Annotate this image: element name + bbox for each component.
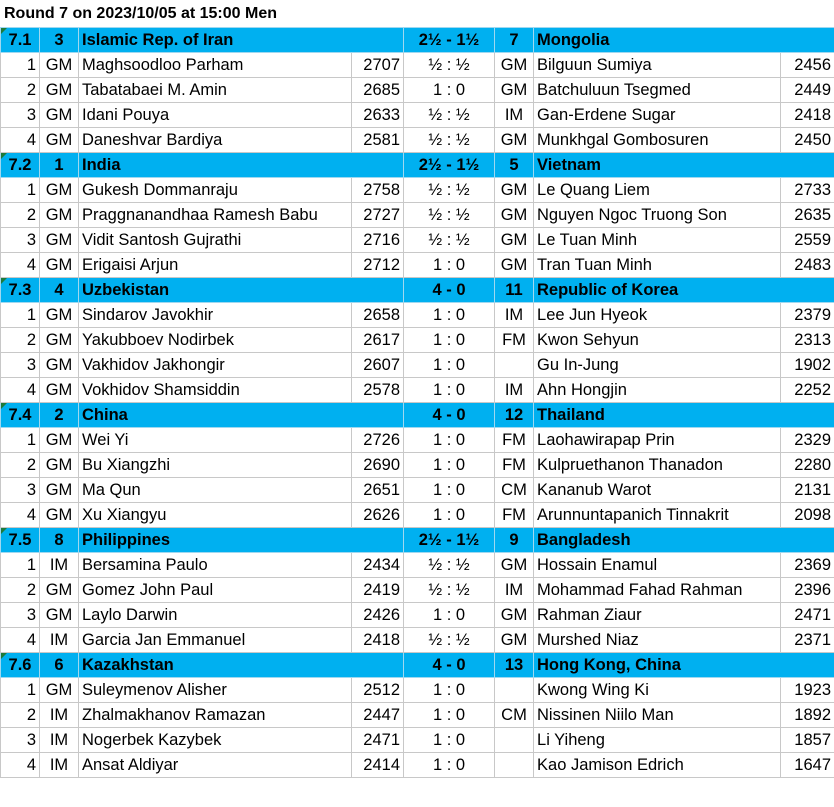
- home-player-cell: Ma Qun: [79, 478, 352, 503]
- home-title-cell: GM: [40, 428, 79, 453]
- away-rating-cell: 2379: [781, 303, 834, 328]
- home-rating-cell: 2471: [352, 728, 404, 753]
- away-player-cell: Kao Jamison Edrich: [534, 753, 781, 778]
- board-row: [1, 378, 834, 403]
- match-header-row: [1, 278, 834, 303]
- board-number-cell: 3: [1, 603, 40, 628]
- away-title-cell: FM: [495, 328, 534, 353]
- home-player-cell: Praggnanandhaa Ramesh Babu: [79, 203, 352, 228]
- away-title-cell: FM: [495, 503, 534, 528]
- away-title-cell: IM: [495, 578, 534, 603]
- home-seed-cell: 1: [40, 153, 79, 178]
- home-player-cell: Laylo Darwin: [79, 603, 352, 628]
- home-player-cell: Erigaisi Arjun: [79, 253, 352, 278]
- home-title-cell: GM: [40, 678, 79, 703]
- board-number-cell: 2: [1, 578, 40, 603]
- board-row: [1, 478, 834, 503]
- home-title-cell: GM: [40, 128, 79, 153]
- board-number-cell: 1: [1, 678, 40, 703]
- board-row: [1, 503, 834, 528]
- away-player-cell: Kwong Wing Ki: [534, 678, 781, 703]
- match-score-cell: 2½ - 1½: [404, 153, 495, 178]
- home-rating-cell: 2414: [352, 753, 404, 778]
- away-title-cell: [495, 728, 534, 753]
- home-rating-cell: 2434: [352, 553, 404, 578]
- home-rating-cell: 2617: [352, 328, 404, 353]
- away-player-cell: Li Yiheng: [534, 728, 781, 753]
- board-result-cell: ½ : ½: [404, 128, 495, 153]
- pairings-table: [0, 27, 834, 778]
- away-title-cell: FM: [495, 453, 534, 478]
- away-title-cell: GM: [495, 78, 534, 103]
- away-title-cell: CM: [495, 703, 534, 728]
- away-title-cell: [495, 353, 534, 378]
- away-title-cell: GM: [495, 203, 534, 228]
- board-result-cell: ½ : ½: [404, 178, 495, 203]
- board-row: [1, 53, 834, 78]
- home-player-cell: Suleymenov Alisher: [79, 678, 352, 703]
- away-title-cell: IM: [495, 378, 534, 403]
- away-player-cell: Lee Jun Hyeok: [534, 303, 781, 328]
- home-seed-cell: 8: [40, 528, 79, 553]
- board-result-cell: ½ : ½: [404, 53, 495, 78]
- board-row: [1, 303, 834, 328]
- away-player-cell: Laohawirapap Prin: [534, 428, 781, 453]
- home-rating-cell: 2685: [352, 78, 404, 103]
- away-team-cell: Hong Kong, China: [534, 653, 834, 678]
- match-header-row: [1, 28, 834, 53]
- away-title-cell: GM: [495, 53, 534, 78]
- away-title-cell: GM: [495, 603, 534, 628]
- home-player-cell: Sindarov Javokhir: [79, 303, 352, 328]
- away-player-cell: Bilguun Sumiya: [534, 53, 781, 78]
- board-number-cell: 1: [1, 428, 40, 453]
- home-rating-cell: 2607: [352, 353, 404, 378]
- away-rating-cell: 2280: [781, 453, 834, 478]
- board-result-cell: 1 : 0: [404, 678, 495, 703]
- board-result-cell: 1 : 0: [404, 78, 495, 103]
- board-row: [1, 328, 834, 353]
- home-title-cell: GM: [40, 103, 79, 128]
- home-rating-cell: 2716: [352, 228, 404, 253]
- away-rating-cell: 2635: [781, 203, 834, 228]
- board-row: [1, 703, 834, 728]
- board-result-cell: 1 : 0: [404, 253, 495, 278]
- home-team-cell: Uzbekistan: [79, 278, 404, 303]
- away-seed-cell: 12: [495, 403, 534, 428]
- home-title-cell: GM: [40, 478, 79, 503]
- board-number-cell: 3: [1, 103, 40, 128]
- board-number-cell: 2: [1, 453, 40, 478]
- board-row: [1, 203, 834, 228]
- home-player-cell: Vakhidov Jakhongir: [79, 353, 352, 378]
- home-player-cell: Vidit Santosh Gujrathi: [79, 228, 352, 253]
- home-player-cell: Daneshvar Bardiya: [79, 128, 352, 153]
- home-rating-cell: 2418: [352, 628, 404, 653]
- away-player-cell: Nguyen Ngoc Truong Son: [534, 203, 781, 228]
- away-rating-cell: 2098: [781, 503, 834, 528]
- away-player-cell: Kulpruethanon Thanadon: [534, 453, 781, 478]
- home-seed-cell: 3: [40, 28, 79, 53]
- away-rating-cell: 2313: [781, 328, 834, 353]
- board-result-cell: 1 : 0: [404, 428, 495, 453]
- home-rating-cell: 2626: [352, 503, 404, 528]
- home-title-cell: GM: [40, 78, 79, 103]
- home-title-cell: GM: [40, 578, 79, 603]
- away-player-cell: Hossain Enamul: [534, 553, 781, 578]
- away-team-cell: Vietnam: [534, 153, 834, 178]
- home-player-cell: Idani Pouya: [79, 103, 352, 128]
- home-player-cell: Bu Xiangzhi: [79, 453, 352, 478]
- home-rating-cell: 2512: [352, 678, 404, 703]
- home-title-cell: IM: [40, 628, 79, 653]
- away-title-cell: GM: [495, 128, 534, 153]
- board-result-cell: ½ : ½: [404, 203, 495, 228]
- away-seed-cell: 11: [495, 278, 534, 303]
- home-rating-cell: 2690: [352, 453, 404, 478]
- away-team-cell: Mongolia: [534, 28, 834, 53]
- home-title-cell: GM: [40, 378, 79, 403]
- away-rating-cell: 2418: [781, 103, 834, 128]
- home-player-cell: Garcia Jan Emmanuel: [79, 628, 352, 653]
- board-number-cell: 4: [1, 753, 40, 778]
- home-rating-cell: 2633: [352, 103, 404, 128]
- away-player-cell: Arunnuntapanich Tinnakrit: [534, 503, 781, 528]
- board-result-cell: 1 : 0: [404, 353, 495, 378]
- board-number-cell: 2: [1, 703, 40, 728]
- away-rating-cell: 2252: [781, 378, 834, 403]
- home-rating-cell: 2419: [352, 578, 404, 603]
- away-rating-cell: 2471: [781, 603, 834, 628]
- away-rating-cell: 1857: [781, 728, 834, 753]
- home-team-cell: India: [79, 153, 404, 178]
- home-title-cell: IM: [40, 753, 79, 778]
- board-row: [1, 128, 834, 153]
- board-result-cell: 1 : 0: [404, 378, 495, 403]
- away-player-cell: Batchuluun Tsegmed: [534, 78, 781, 103]
- home-rating-cell: 2727: [352, 203, 404, 228]
- match-score-cell: 2½ - 1½: [404, 528, 495, 553]
- away-rating-cell: 2449: [781, 78, 834, 103]
- home-player-cell: Gomez John Paul: [79, 578, 352, 603]
- home-seed-cell: 6: [40, 653, 79, 678]
- home-title-cell: GM: [40, 503, 79, 528]
- match-score-cell: 2½ - 1½: [404, 28, 495, 53]
- away-player-cell: Tran Tuan Minh: [534, 253, 781, 278]
- board-result-cell: ½ : ½: [404, 628, 495, 653]
- away-title-cell: GM: [495, 228, 534, 253]
- away-rating-cell: 2131: [781, 478, 834, 503]
- home-team-cell: China: [79, 403, 404, 428]
- away-player-cell: Kananub Warot: [534, 478, 781, 503]
- away-title-cell: GM: [495, 628, 534, 653]
- away-player-cell: Murshed Niaz: [534, 628, 781, 653]
- home-title-cell: GM: [40, 203, 79, 228]
- board-number-cell: 3: [1, 228, 40, 253]
- match-header-row: [1, 153, 834, 178]
- away-seed-cell: 7: [495, 28, 534, 53]
- board-result-cell: 1 : 0: [404, 328, 495, 353]
- home-rating-cell: 2658: [352, 303, 404, 328]
- match-header-row: [1, 528, 834, 553]
- board-number-cell: 2: [1, 78, 40, 103]
- home-title-cell: GM: [40, 453, 79, 478]
- away-rating-cell: 1902: [781, 353, 834, 378]
- away-rating-cell: 2369: [781, 553, 834, 578]
- board-number-cell: 3: [1, 728, 40, 753]
- board-row: [1, 753, 834, 778]
- board-row: [1, 353, 834, 378]
- board-result-cell: ½ : ½: [404, 103, 495, 128]
- home-rating-cell: 2581: [352, 128, 404, 153]
- home-player-cell: Yakubboev Nodirbek: [79, 328, 352, 353]
- away-title-cell: [495, 678, 534, 703]
- board-row: [1, 178, 834, 203]
- board-result-cell: 1 : 0: [404, 728, 495, 753]
- away-rating-cell: 1892: [781, 703, 834, 728]
- home-player-cell: Nogerbek Kazybek: [79, 728, 352, 753]
- home-title-cell: GM: [40, 178, 79, 203]
- board-row: [1, 603, 834, 628]
- home-player-cell: Zhalmakhanov Ramazan: [79, 703, 352, 728]
- home-player-cell: Tabatabaei M. Amin: [79, 78, 352, 103]
- match-id-cell: 7.5: [1, 528, 40, 553]
- away-title-cell: GM: [495, 178, 534, 203]
- home-title-cell: GM: [40, 353, 79, 378]
- board-number-cell: 4: [1, 253, 40, 278]
- home-team-cell: Kazakhstan: [79, 653, 404, 678]
- board-result-cell: 1 : 0: [404, 703, 495, 728]
- board-number-cell: 1: [1, 53, 40, 78]
- match-header-row: [1, 403, 834, 428]
- board-row: [1, 428, 834, 453]
- away-player-cell: Ahn Hongjin: [534, 378, 781, 403]
- board-number-cell: 4: [1, 378, 40, 403]
- away-player-cell: Le Quang Liem: [534, 178, 781, 203]
- away-player-cell: Le Tuan Minh: [534, 228, 781, 253]
- home-seed-cell: 2: [40, 403, 79, 428]
- home-rating-cell: 2758: [352, 178, 404, 203]
- round-title: Round 7 on 2023/10/05 at 15:00 Men: [4, 5, 277, 22]
- board-result-cell: ½ : ½: [404, 578, 495, 603]
- board-number-cell: 2: [1, 328, 40, 353]
- board-result-cell: 1 : 0: [404, 603, 495, 628]
- board-number-cell: 1: [1, 553, 40, 578]
- away-player-cell: Gu In-Jung: [534, 353, 781, 378]
- home-player-cell: Ansat Aldiyar: [79, 753, 352, 778]
- board-number-cell: 4: [1, 628, 40, 653]
- match-id-cell: 7.1: [1, 28, 40, 53]
- home-rating-cell: 2651: [352, 478, 404, 503]
- home-player-cell: Gukesh Dommanraju: [79, 178, 352, 203]
- match-id-cell: 7.6: [1, 653, 40, 678]
- match-score-cell: 4 - 0: [404, 278, 495, 303]
- away-rating-cell: 1647: [781, 753, 834, 778]
- home-title-cell: GM: [40, 328, 79, 353]
- board-result-cell: ½ : ½: [404, 228, 495, 253]
- board-number-cell: 2: [1, 203, 40, 228]
- away-seed-cell: 13: [495, 653, 534, 678]
- away-title-cell: [495, 753, 534, 778]
- away-team-cell: Thailand: [534, 403, 834, 428]
- away-team-cell: Republic of Korea: [534, 278, 834, 303]
- away-rating-cell: 2396: [781, 578, 834, 603]
- away-rating-cell: 2456: [781, 53, 834, 78]
- board-row: [1, 578, 834, 603]
- away-player-cell: Rahman Ziaur: [534, 603, 781, 628]
- away-rating-cell: 2559: [781, 228, 834, 253]
- home-title-cell: GM: [40, 303, 79, 328]
- home-player-cell: Maghsoodloo Parham: [79, 53, 352, 78]
- board-number-cell: 1: [1, 178, 40, 203]
- away-player-cell: Gan-Erdene Sugar: [534, 103, 781, 128]
- home-title-cell: GM: [40, 603, 79, 628]
- board-row: [1, 553, 834, 578]
- home-team-cell: Islamic Rep. of Iran: [79, 28, 404, 53]
- board-row: [1, 228, 834, 253]
- board-number-cell: 1: [1, 303, 40, 328]
- away-player-cell: Munkhgal Gombosuren: [534, 128, 781, 153]
- home-seed-cell: 4: [40, 278, 79, 303]
- board-number-cell: 4: [1, 128, 40, 153]
- home-title-cell: IM: [40, 703, 79, 728]
- board-row: [1, 103, 834, 128]
- home-rating-cell: 2426: [352, 603, 404, 628]
- board-number-cell: 4: [1, 503, 40, 528]
- away-title-cell: IM: [495, 303, 534, 328]
- away-team-cell: Bangladesh: [534, 528, 834, 553]
- board-row: [1, 728, 834, 753]
- match-score-cell: 4 - 0: [404, 403, 495, 428]
- match-id-cell: 7.2: [1, 153, 40, 178]
- away-seed-cell: 9: [495, 528, 534, 553]
- home-rating-cell: 2707: [352, 53, 404, 78]
- board-row: [1, 78, 834, 103]
- home-title-cell: GM: [40, 53, 79, 78]
- board-result-cell: ½ : ½: [404, 553, 495, 578]
- board-row: [1, 628, 834, 653]
- home-title-cell: IM: [40, 553, 79, 578]
- match-id-cell: 7.3: [1, 278, 40, 303]
- board-result-cell: 1 : 0: [404, 503, 495, 528]
- home-title-cell: GM: [40, 253, 79, 278]
- home-rating-cell: 2447: [352, 703, 404, 728]
- away-player-cell: Nissinen Niilo Man: [534, 703, 781, 728]
- away-rating-cell: 2733: [781, 178, 834, 203]
- board-row: [1, 253, 834, 278]
- away-rating-cell: 2329: [781, 428, 834, 453]
- match-id-cell: 7.4: [1, 403, 40, 428]
- away-rating-cell: 2371: [781, 628, 834, 653]
- match-header-row: [1, 653, 834, 678]
- away-title-cell: IM: [495, 103, 534, 128]
- board-result-cell: 1 : 0: [404, 753, 495, 778]
- away-rating-cell: 1923: [781, 678, 834, 703]
- board-row: [1, 453, 834, 478]
- match-score-cell: 4 - 0: [404, 653, 495, 678]
- away-player-cell: Kwon Sehyun: [534, 328, 781, 353]
- board-row: [1, 678, 834, 703]
- home-rating-cell: 2578: [352, 378, 404, 403]
- home-rating-cell: 2712: [352, 253, 404, 278]
- away-title-cell: FM: [495, 428, 534, 453]
- away-seed-cell: 5: [495, 153, 534, 178]
- board-number-cell: 3: [1, 353, 40, 378]
- home-player-cell: Xu Xiangyu: [79, 503, 352, 528]
- away-rating-cell: 2450: [781, 128, 834, 153]
- away-rating-cell: 2483: [781, 253, 834, 278]
- home-team-cell: Philippines: [79, 528, 404, 553]
- home-title-cell: GM: [40, 228, 79, 253]
- board-result-cell: 1 : 0: [404, 453, 495, 478]
- away-title-cell: CM: [495, 478, 534, 503]
- home-player-cell: Bersamina Paulo: [79, 553, 352, 578]
- home-title-cell: IM: [40, 728, 79, 753]
- home-player-cell: Vokhidov Shamsiddin: [79, 378, 352, 403]
- board-number-cell: 3: [1, 478, 40, 503]
- home-player-cell: Wei Yi: [79, 428, 352, 453]
- board-result-cell: 1 : 0: [404, 478, 495, 503]
- away-player-cell: Mohammad Fahad Rahman: [534, 578, 781, 603]
- away-title-cell: GM: [495, 553, 534, 578]
- away-title-cell: GM: [495, 253, 534, 278]
- board-result-cell: 1 : 0: [404, 303, 495, 328]
- home-rating-cell: 2726: [352, 428, 404, 453]
